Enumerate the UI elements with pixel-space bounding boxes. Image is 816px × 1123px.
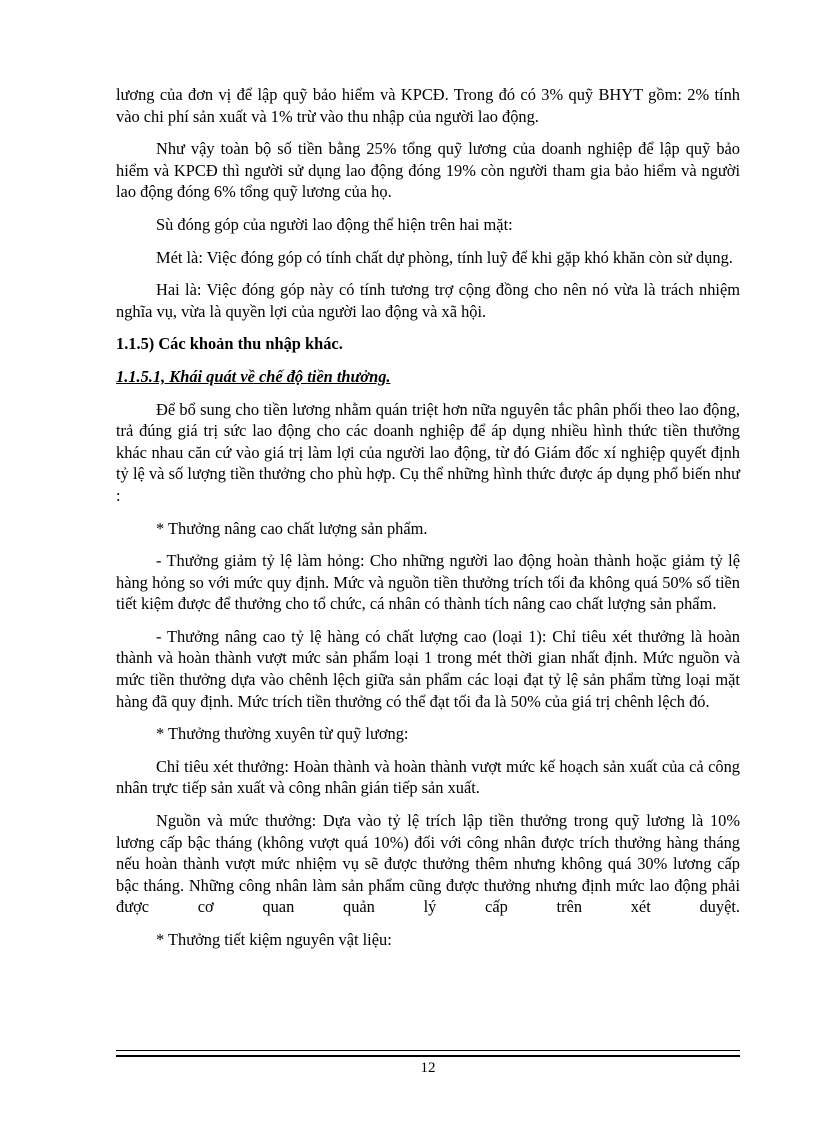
footer-divider bbox=[116, 1050, 740, 1057]
paragraph-8: - Thưởng giảm tỷ lệ làm hỏng: Cho những người lao động hoàn thành hoặc giảm tỷ lệ hàng hỏng so với mức quy định. Mức và nguồn tiền thưởng trích tối đa không quá 50% số tiền tiết kiệm được để thưởng cho tổ chức, cá nhân có thành tích nâng cao chất lượng sản phẩm. bbox=[116, 551, 740, 614]
subsection-heading: 1.1.5.1, Khái quát về chế độ tiền thưởng. bbox=[116, 366, 391, 386]
paragraph-12: Nguồn và mức thưởng: Dựa vào tỷ lệ trích lập tiền thưởng trong quỹ lương là 10% lương cấp bậc tháng (không vượt quá 10%) đối với công nhân được trích thưởng hàng tháng nếu hoàn thành vượt mức nhiệm vụ sẽ được thưởng thêm nhưng không quá 30% lương cấp bậc tháng. Những công nhân làm sản phẩm cũng được thưởng nhưng định mức lao động phải được cơ quan quản lý cấp trên xét duyệt. bbox=[116, 811, 740, 917]
paragraph-7: * Thưởng nâng cao chất lượng sản phẩm. bbox=[156, 518, 428, 538]
paragraph-4: Mét là: Việc đóng góp có tính chất dự phòng, tính luỹ để khi gặp khó khăn còn sử dụng. bbox=[156, 247, 733, 267]
paragraph-5: Hai là: Việc đóng góp này có tính tương trợ cộng đồng cho nên nó vừa là trách nhiệm nghĩa vụ, vừa là quyền lợi của người lao động và xã hội. bbox=[116, 280, 740, 321]
paragraph-13: * Thưởng tiết kiệm nguyên vật liệu: bbox=[156, 930, 392, 949]
paragraph-6: Để bổ sung cho tiền lương nhằm quán triệt hơn nữa nguyên tắc phân phối theo lao động, trả đúng giá trị sức lao động cho các doanh nghiệp để áp dụng nhiều hình thức tiền thưởng khác nhau căn cứ vào giá trị làm lợi của người lao động, từ đó Giám đốc xí nghiệp quyết định tỷ lệ và số lượng tiền thưởng cho phù hợp. Cụ thể những hình thức được áp dụng phổ biến như : bbox=[116, 399, 740, 505]
paragraph-11: Chỉ tiêu xét thưởng: Hoàn thành và hoàn thành vượt mức kế hoạch sản xuất của cả công nhân trực tiếp sản xuất và công nhân gián tiếp sản xuất. bbox=[116, 756, 740, 798]
paragraph-9: - Thưởng nâng cao tỷ lệ hàng có chất lượng cao (loại 1): Chỉ tiêu xét thưởng là hoàn thành và hoàn thành vượt mức sản phẩm loại 1 trong mét thời gian nhất định. Mức nguồn và mức tiền thưởng dựa vào chênh lệch giữa sản phẩm các loại đạt tỷ lệ sản phẩm từng loại mặt hàng đã quy định. Mức trích tiền thưởng có thể đạt tối đa là 50% của giá trị chênh lệch đó. bbox=[116, 626, 740, 711]
paragraph-10: * Thưởng thường xuyên từ quỹ lương: bbox=[156, 724, 409, 744]
paragraph-1: lương của đơn vị để lập quỹ bảo hiểm và KPCĐ. Trong đó có 3% quỹ BHYT gồm: 2% tính vào chi phí sản xuất và 1% trừ vào thu nhập của người lao động. bbox=[116, 85, 740, 126]
body-text bbox=[116, 84, 740, 962]
paragraph-3: Sù đóng góp của người lao động thể hiện trên hai mặt: bbox=[156, 214, 513, 234]
paragraph-2: Như vậy toàn bộ số tiền bằng 25% tổng quỹ lương của doanh nghiệp để lập quỹ bảo hiểm và KPCĐ thì người sử dụng lao động đóng 19% còn người tham gia bảo hiểm và người lao động đóng 6% tổng quỹ lương của họ. bbox=[116, 139, 740, 202]
page-number: 12 bbox=[420, 1060, 436, 1076]
section-heading: 1.1.5) Các khoản thu nhập khác. bbox=[116, 334, 343, 354]
